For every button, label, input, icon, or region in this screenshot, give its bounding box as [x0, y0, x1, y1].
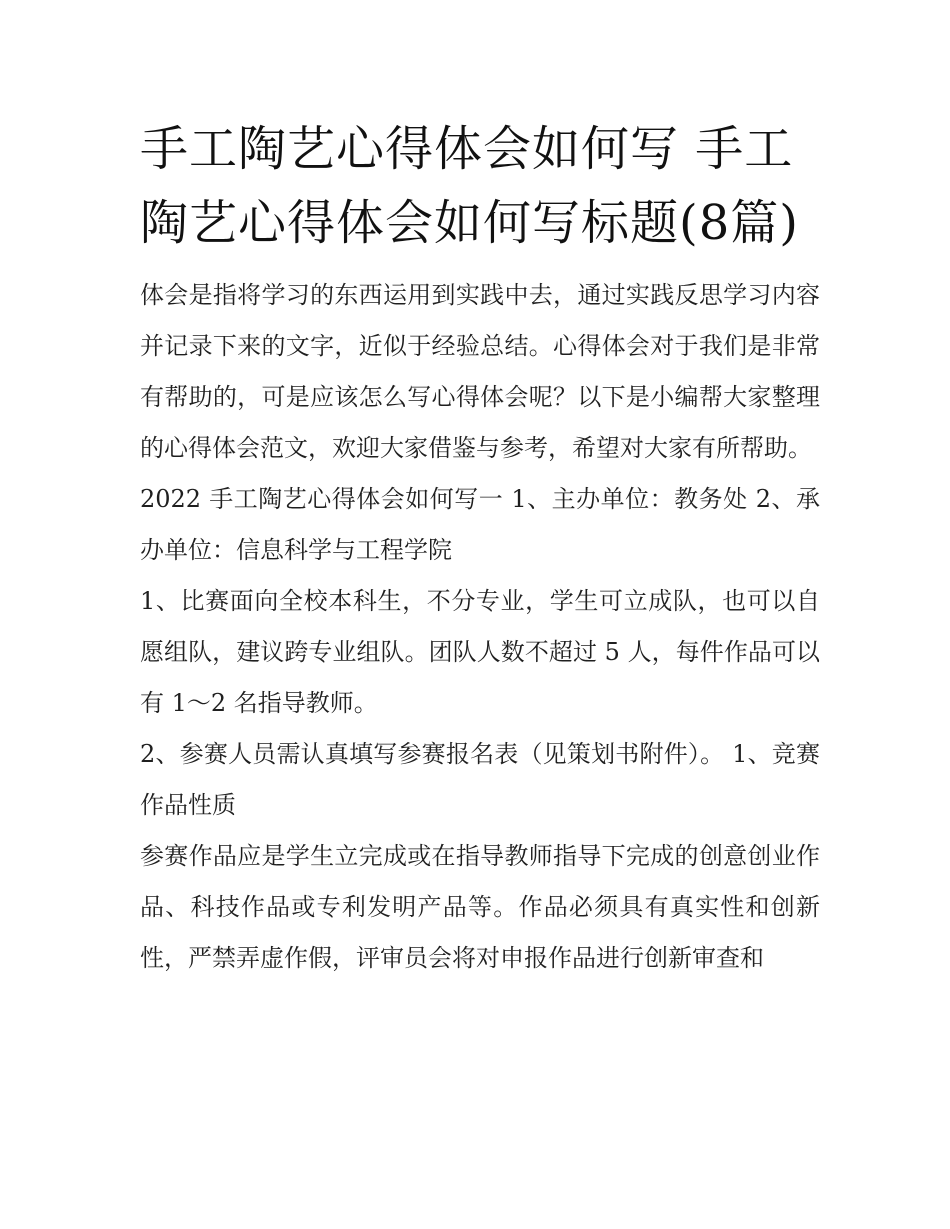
paragraph-organizers: 2022 手工陶艺心得体会如何写一 1、主办单位：教务处 2、承办单位：信息科学与工程学院	[140, 485, 820, 564]
paragraph-registration: 2、参赛人员需认真填写参赛报名表（见策划书附件）。 1、竞赛作品性质	[140, 740, 820, 819]
title-spacer	[140, 260, 820, 270]
document-title: 手工陶艺心得体会如何写 手工陶艺心得体会如何写标题(8篇)	[140, 121, 799, 251]
paragraph-requirements: 参赛作品应是学生立完成或在指导教师指导下完成的创意创业作品、科技作品或专利发明产品等。作品必须具有真实性和创新性，严禁弄虚作假，评审员会将对申报作品进行创新审查和	[140, 842, 820, 972]
paragraph-intro: 体会是指将学习的东西运用到实践中去，通过实践反思学习内容并记录下来的文字，近似于经验总结。心得体会对于我们是非常有帮助的，可是应该怎么写心得体会呢？以下是小编帮大家整理的心得体会范文，欢迎大家借鉴与参考，希望对大家有所帮助。	[140, 281, 820, 462]
document-page	[140, 112, 820, 984]
paragraph-eligibility: 1、比赛面向全校本科生，不分专业，学生可立成队，也可以自愿组队，建议跨专业组队。团队人数不超过 5 人，每件作品可以有 1～2 名指导教师。	[140, 587, 820, 717]
